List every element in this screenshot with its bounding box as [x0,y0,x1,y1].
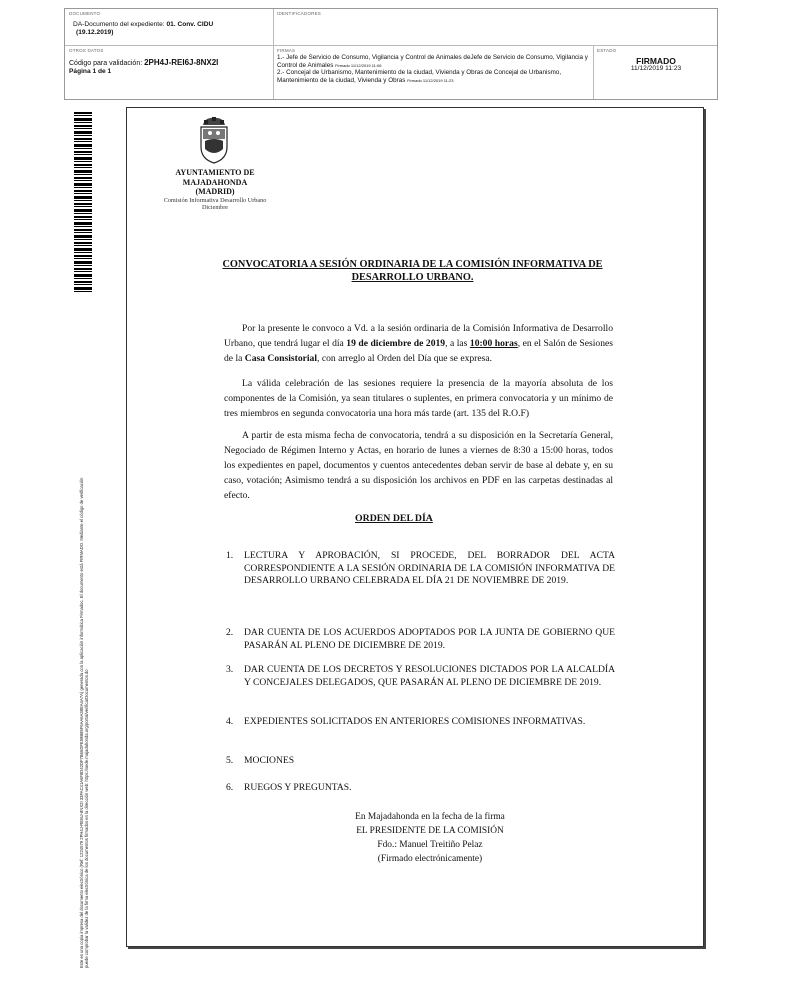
signature-line-2: EL PRESIDENTE DE LA COMISIÓN [356,826,504,836]
org-line-5: Diciembre [201,203,229,211]
estado-label: ESTADO [597,48,617,53]
barcode [74,112,92,292]
agenda-item-text: MOCIONES [244,755,295,766]
agenda-item-text: LECTURA Y APROBACIÓN, SI PROCEDE, DEL BORRADOR DEL ACTA CORRESPONDIENTE A LA SESIÓN ORDINARIA DE LA COMISIÓN INFORMATIVA DE DESARROLLO URBANO CELEBRADA EL DÍA 21 DE NOVIEMBRE DE 2019. [244,550,615,586]
paragraph-3 [224,428,613,503]
firma-1 [277,54,589,69]
agenda-item-number: 5. [226,755,234,766]
documento-value [69,21,269,29]
firmas-label: FIRMAS [277,48,296,53]
p1-text-c: , en el Salón de Sesiones de la [224,338,614,364]
p1-hour: 10:00 horas [469,338,518,349]
codigo-value[interactable]: 2PH4J-REI6J-8NX2I [144,58,219,67]
org-line-1: AYUNTAMIENTO DE [175,168,255,177]
codigo-label: Código para validación: [69,60,145,67]
side-text-line-2: puede comprobar la validez de la firma electrónica de los documentos firmados en la dirección web: https://sede.majadahonda.org/portal/verificarDocumentos.do [84,669,90,968]
estado-value: FIRMADO [636,56,676,66]
agenda-item-number: 1. [226,550,234,561]
firma-2-date: Firmado 11/12/2019 11:23 [407,77,454,83]
p1-text-d: , con arreglo al Orden del Día que se expresa. [317,353,493,364]
documento-name: 01. Conv. CIDU [166,21,214,28]
p1-date: 19 de diciembre de 2019 [346,338,446,349]
documento-date: (19.12.2019) [76,29,114,36]
documento-cell [69,11,269,37]
firma-2 [277,69,589,84]
p1-text-a: Por la presente le convoco a Vd. a la sesión ordinaria de la Comisión Informativa de Desarrollo Urbano, que tendrá lugar el día [224,323,613,349]
signature-line-3: Fdo.: Manuel Treitiño Pelaz [377,840,483,850]
otros-datos-label: OTROS DATOS [69,48,104,53]
agenda-item-text: DAR CUENTA DE LOS ACUERDOS ADOPTADOS POR LA JUNTA DE GOBIERNO QUE PASARÁN AL PLENO DE DICIEMBRE DE 2019. [244,627,615,651]
signature-header-box [64,8,718,100]
title-line-2: DESARROLLO URBANO. [351,272,474,283]
codigo-validacion[interactable] [69,59,269,68]
documento-label: DOCUMENTO [69,11,101,16]
firma-2-text: 2.- Concejal de Urbanismo, Mantenimiento de la ciudad, Vivienda y Obras de Concejal de Urbanismo, Mantenimiento de la ciudad, Vivienda y Obras [277,69,562,84]
title-line-1: CONVOCATORIA A SESIÓN ORDINARIA DE LA COMISIÓN INFORMATIVA DE [222,259,603,270]
org-line-4: Comisión Informativa Desarrollo Urbano [163,196,267,204]
paragraph-1 [224,321,613,366]
agenda-item-text: EXPEDIENTES SOLICITADOS EN ANTERIORES COMISIONES INFORMATIVAS. [244,716,586,727]
pagina-text: Página 1 de 1 [69,68,112,75]
identificadores-cell [277,11,577,16]
signature-block [330,810,530,866]
agenda-item-text: DAR CUENTA DE LOS DECRETOS Y RESOLUCIONES DICTADOS POR LA ALCALDÍA Y CONCEJALES DELEGADOS, QUE PASARÁN AL PLENO DE DICIEMBRE DE 2019. [244,664,615,688]
firma-1-text: 1.- Jefe de Servicio de Consumo, Vigilancia y Control de Animales deJefe de Servicio de Consumo, Vigilancia y Control de Animales [277,54,588,69]
page-title [200,258,625,284]
paragraph-2 [224,376,613,421]
firma-1-date: Firmado 11/12/2019 11:06 [335,62,382,68]
estado-cell [597,48,715,73]
p2-text: La válida celebración de las sesiones requiere la presencia de la mayoría absoluta de los componentes de la Comisión, ya sean titulares o suplentes, en primera convocatoria y un mínimo de tres miembros en segunda convocatoria una hora más tarde (art. 135 del R.O.F) [224,378,613,419]
signature-line-4: (Firmado electrónicamente) [377,854,483,864]
estado-date: 11/12/2019 11:23 [630,65,682,72]
agenda-item-number: 2. [226,627,234,638]
firmas-cell [277,48,589,84]
side-verification-text [79,268,89,968]
identificadores-label: IDENTIFICADORES [277,11,322,16]
side-text-line-1: Este es una copia impresa del documento electrónico (Ref: 1224579 2PH4J-REI6J-8NX2I 33FAC41A6F8D42DF7B66DFE59B85F6AA6A38EA4A7A) generada con la aplicación informática Firmadoc. El documento está FIRMADO. Mediante el código de verificación [79,477,84,968]
agenda-item-number: 6. [226,782,234,793]
documento-prefix: DA-Documento del expediente: [73,21,167,28]
agenda-item-number: 4. [226,716,234,727]
org-block [150,168,280,211]
orden-del-dia-heading: ORDEN DEL DÍA [355,513,433,524]
p1-text-b: , a las [445,338,470,349]
p3-text: A partir de esta misma fecha de convocatoria, tendrá a su disposición en la Secretaría General, Negociado de Régimen Interno y Actas, en horario de lunes a viernes de 8:30 a 15:00 horas, todos los expedientes en papel, documentos y cuentos antecedentes deban servir de base al debate y, en su caso, votación; Asimismo tendrá a su disposición los archivos en PDF en las carpetas destinadas al efecto. [224,430,613,501]
coat-of-arms-icon [197,115,231,165]
org-line-2: MAJADAHONDA [182,177,248,187]
agenda-item-number: 3. [226,664,234,675]
signature-line-1: En Majadahonda en la fecha de la firma [355,812,505,822]
org-line-3: (MADRID) [195,187,235,196]
agenda-item-text: RUEGOS Y PREGUNTAS. [244,782,352,793]
otros-datos-cell [69,48,269,76]
p1-place: Casa Consistorial [244,353,318,364]
